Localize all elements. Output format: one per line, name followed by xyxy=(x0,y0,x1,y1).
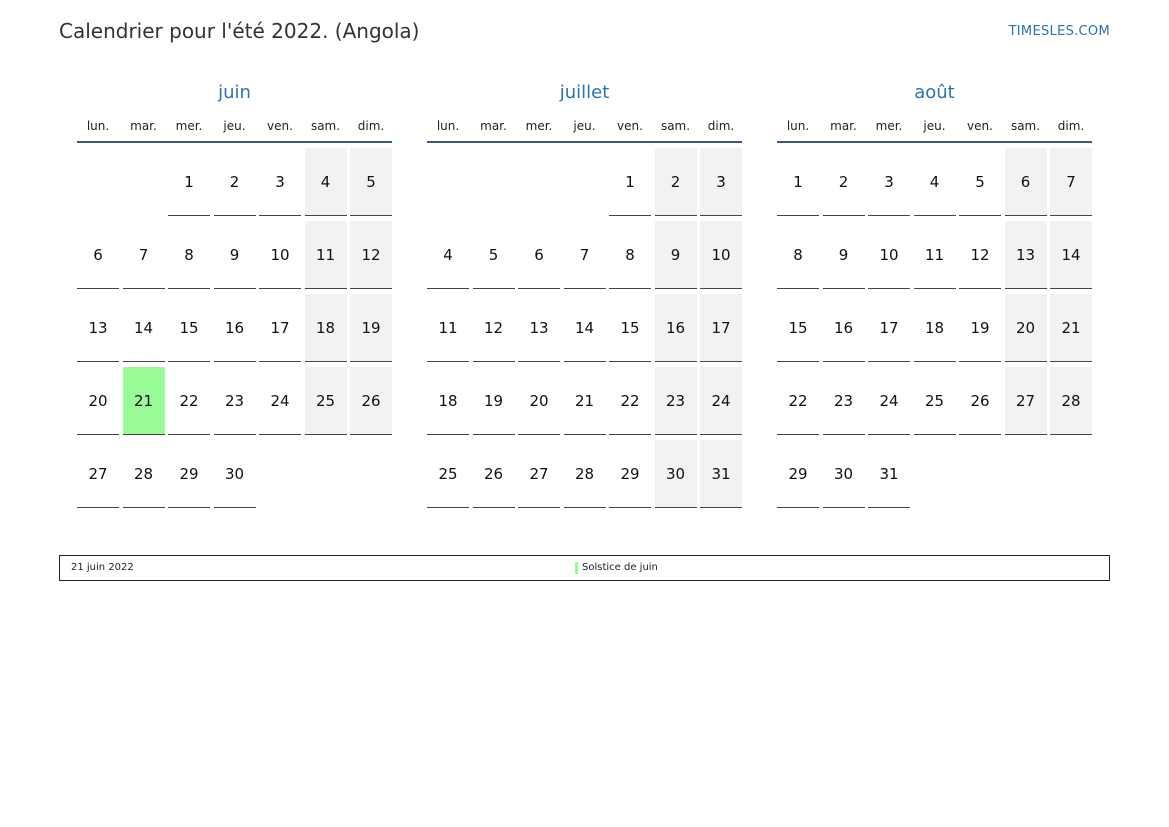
month-name: juin xyxy=(218,82,251,103)
weekday-label: dim. xyxy=(1057,119,1085,133)
day-cell: 22 xyxy=(168,367,210,435)
weekday-label: mer. xyxy=(525,119,553,133)
day-cell: 30 xyxy=(655,440,697,508)
day-cell: 20 xyxy=(77,367,119,435)
day-cell: 23 xyxy=(823,367,865,435)
day-cell: 24 xyxy=(259,367,301,435)
weekday-label: jeu. xyxy=(573,119,596,133)
day-cell: 12 xyxy=(350,221,392,289)
day-cell: 22 xyxy=(777,367,819,435)
day-cell: 26 xyxy=(959,367,1001,435)
day-cell: 5 xyxy=(473,221,515,289)
day-cell: 2 xyxy=(823,148,865,216)
day-cell: 7 xyxy=(564,221,606,289)
day-cell: 12 xyxy=(959,221,1001,289)
weekday-label: dim. xyxy=(707,119,735,133)
weekday-label: mar. xyxy=(130,119,157,133)
day-cell: 27 xyxy=(77,440,119,508)
day-cell: 28 xyxy=(564,440,606,508)
day-cell: 17 xyxy=(259,294,301,362)
day-cell: 29 xyxy=(777,440,819,508)
day-cell: 11 xyxy=(914,221,956,289)
day-cell: 27 xyxy=(518,440,560,508)
header-divider xyxy=(777,141,1092,143)
day-cell: 28 xyxy=(1050,367,1092,435)
weekday-label: jeu. xyxy=(223,119,246,133)
day-cell: 11 xyxy=(305,221,347,289)
day-cell: 15 xyxy=(609,294,651,362)
day-cell: 10 xyxy=(700,221,742,289)
day-cell: 6 xyxy=(1005,148,1047,216)
weekday-label: ven. xyxy=(617,119,643,133)
day-cell: 3 xyxy=(700,148,742,216)
day-cell: 19 xyxy=(473,367,515,435)
weekday-label: mar. xyxy=(830,119,857,133)
day-grid xyxy=(427,148,742,513)
day-cell: 6 xyxy=(518,221,560,289)
holiday-legend xyxy=(59,555,1110,581)
day-cell: 13 xyxy=(77,294,119,362)
day-cell: 4 xyxy=(914,148,956,216)
day-cell: 24 xyxy=(700,367,742,435)
page-title: Calendrier pour l'été 2022. (Angola) xyxy=(59,19,420,43)
day-cell: 21 xyxy=(123,367,165,435)
brand-link[interactable]: TIMESLES.COM xyxy=(1008,24,1110,39)
day-cell: 30 xyxy=(823,440,865,508)
day-cell: 3 xyxy=(868,148,910,216)
day-cell: 23 xyxy=(214,367,256,435)
weekday-label: mer. xyxy=(175,119,203,133)
weekday-label: sam. xyxy=(1010,119,1041,133)
day-cell: 11 xyxy=(427,294,469,362)
day-cell: 25 xyxy=(914,367,956,435)
weekday-label: lun. xyxy=(786,119,810,133)
day-cell: 27 xyxy=(1005,367,1047,435)
day-cell: 10 xyxy=(259,221,301,289)
day-cell: 8 xyxy=(777,221,819,289)
day-cell: 26 xyxy=(350,367,392,435)
weekday-label: ven. xyxy=(967,119,993,133)
day-cell: 29 xyxy=(609,440,651,508)
weekday-label: lun. xyxy=(86,119,110,133)
weekday-header xyxy=(77,119,392,137)
day-cell: 18 xyxy=(305,294,347,362)
day-cell: 2 xyxy=(214,148,256,216)
day-cell: 5 xyxy=(350,148,392,216)
day-cell: 15 xyxy=(168,294,210,362)
day-cell: 20 xyxy=(1005,294,1047,362)
day-grid xyxy=(77,148,392,513)
day-cell: 16 xyxy=(214,294,256,362)
day-cell: 28 xyxy=(123,440,165,508)
day-cell: 17 xyxy=(700,294,742,362)
day-cell: 26 xyxy=(473,440,515,508)
legend-date: 21 juin 2022 xyxy=(71,562,134,573)
weekday-header xyxy=(427,119,742,137)
day-cell: 18 xyxy=(427,367,469,435)
day-cell: 13 xyxy=(1005,221,1047,289)
day-cell: 4 xyxy=(305,148,347,216)
weekday-label: dim. xyxy=(357,119,385,133)
day-cell: 1 xyxy=(609,148,651,216)
day-cell: 22 xyxy=(609,367,651,435)
weekday-header xyxy=(777,119,1092,137)
day-cell: 31 xyxy=(700,440,742,508)
legend-color-marker xyxy=(575,562,578,574)
day-cell: 8 xyxy=(609,221,651,289)
weekday-label: lun. xyxy=(436,119,460,133)
day-grid xyxy=(777,148,1092,513)
day-cell: 14 xyxy=(564,294,606,362)
day-cell: 19 xyxy=(959,294,1001,362)
day-cell: 4 xyxy=(427,221,469,289)
weekday-label: jeu. xyxy=(923,119,946,133)
day-cell: 6 xyxy=(77,221,119,289)
day-cell: 14 xyxy=(1050,221,1092,289)
day-cell: 7 xyxy=(123,221,165,289)
weekday-label: ven. xyxy=(267,119,293,133)
day-cell: 21 xyxy=(564,367,606,435)
day-cell: 9 xyxy=(823,221,865,289)
day-cell: 21 xyxy=(1050,294,1092,362)
header-divider xyxy=(427,141,742,143)
weekday-label: mer. xyxy=(875,119,903,133)
month-name: août xyxy=(914,82,955,103)
day-cell: 19 xyxy=(350,294,392,362)
day-cell: 15 xyxy=(777,294,819,362)
weekday-label: sam. xyxy=(310,119,341,133)
day-cell: 29 xyxy=(168,440,210,508)
header-divider xyxy=(77,141,392,143)
day-cell: 12 xyxy=(473,294,515,362)
day-cell: 7 xyxy=(1050,148,1092,216)
weekday-label: sam. xyxy=(660,119,691,133)
day-cell: 10 xyxy=(868,221,910,289)
day-cell: 18 xyxy=(914,294,956,362)
day-cell: 1 xyxy=(777,148,819,216)
day-cell: 24 xyxy=(868,367,910,435)
day-cell: 2 xyxy=(655,148,697,216)
day-cell: 20 xyxy=(518,367,560,435)
day-cell: 31 xyxy=(868,440,910,508)
month-name: juillet xyxy=(559,82,610,103)
day-cell: 16 xyxy=(823,294,865,362)
day-cell: 8 xyxy=(168,221,210,289)
day-cell: 23 xyxy=(655,367,697,435)
day-cell: 9 xyxy=(655,221,697,289)
months-container xyxy=(0,82,1169,522)
day-cell: 25 xyxy=(305,367,347,435)
day-cell: 25 xyxy=(427,440,469,508)
day-cell: 3 xyxy=(259,148,301,216)
day-cell: 5 xyxy=(959,148,1001,216)
legend-event-name: Solstice de juin xyxy=(582,562,658,573)
day-cell: 17 xyxy=(868,294,910,362)
weekday-label: mar. xyxy=(480,119,507,133)
day-cell: 1 xyxy=(168,148,210,216)
day-cell: 9 xyxy=(214,221,256,289)
day-cell: 30 xyxy=(214,440,256,508)
day-cell: 14 xyxy=(123,294,165,362)
day-cell: 16 xyxy=(655,294,697,362)
day-cell: 13 xyxy=(518,294,560,362)
